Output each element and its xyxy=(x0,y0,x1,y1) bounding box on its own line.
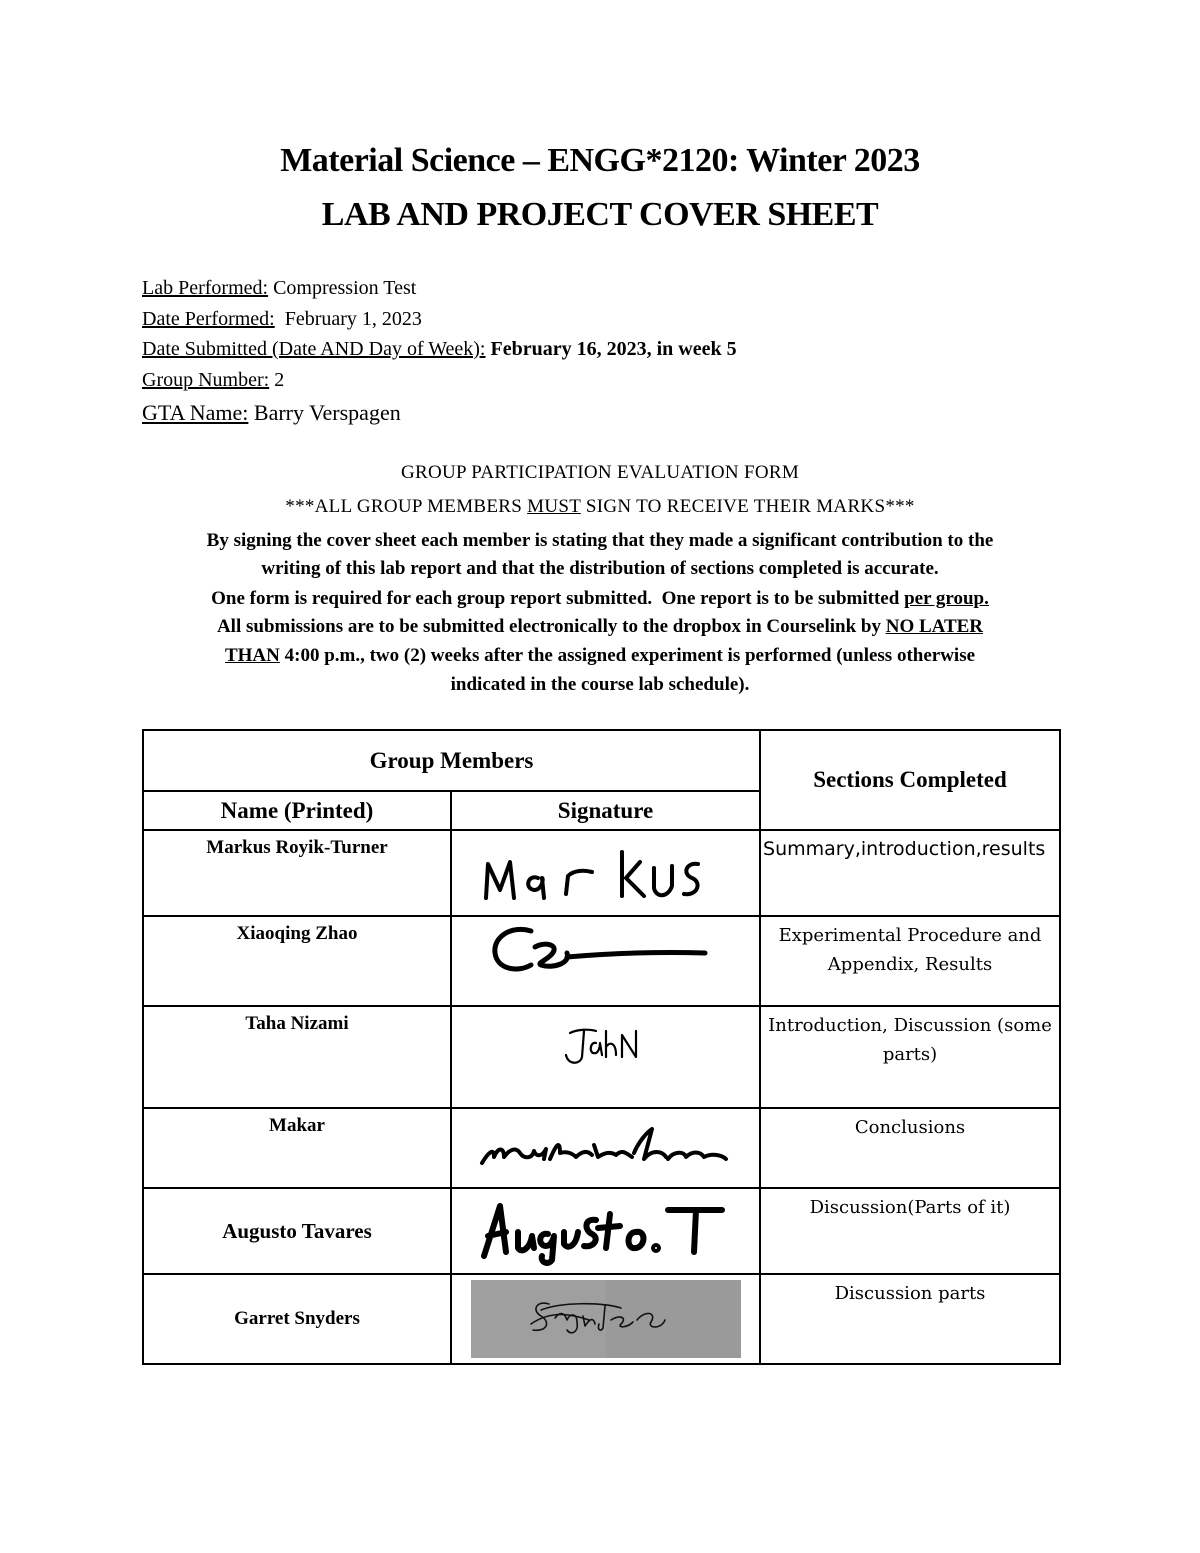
member-name: Markus Royik-Turner xyxy=(143,830,451,916)
member-name: Makar xyxy=(143,1108,451,1188)
group-number-label: Group Number: xyxy=(142,369,270,391)
warning-post: SIGN TO RECEIVE THEIR MARKS*** xyxy=(580,496,915,517)
table-row xyxy=(143,830,1060,916)
member-name: Taha Nizami xyxy=(143,1006,451,1108)
lab-performed-value: Compression Test xyxy=(268,277,417,299)
member-sections: Conclusions xyxy=(760,1108,1060,1188)
group-number-line xyxy=(142,369,284,392)
signature-header: Signature xyxy=(451,791,760,830)
date-performed-label: Date Performed: xyxy=(142,308,275,330)
warning-pre: ***ALL GROUP MEMBERS xyxy=(285,496,528,517)
table-row xyxy=(143,1108,1060,1188)
member-sections: Introduction, Discussion (some parts) xyxy=(760,1006,1060,1108)
member-signature xyxy=(451,1006,760,1108)
date-performed-value: February 1, 2023 xyxy=(274,308,422,330)
member-signature xyxy=(451,916,760,1006)
page-subtitle: LAB AND PROJECT COVER SHEET xyxy=(321,196,879,233)
member-sections: Discussion parts xyxy=(760,1274,1060,1364)
submission-line-3: indicated in the course lab schedule). xyxy=(450,674,750,695)
no-later-text: NO LATER xyxy=(885,616,984,637)
gta-name-value: Barry Verspagen xyxy=(248,400,401,425)
gta-name-line xyxy=(142,400,401,426)
sections-completed-header: Sections Completed xyxy=(760,730,1060,830)
submission-line-2 xyxy=(0,645,1200,667)
signature-image xyxy=(476,1123,736,1173)
member-signature xyxy=(451,1108,760,1188)
warning-must: MUST xyxy=(527,496,581,517)
form-title: GROUP PARTICIPATION EVALUATION FORM xyxy=(400,462,800,483)
form-required-text: One form is required for each group report submitted. One report is to be submitted xyxy=(211,588,905,609)
sign-warning xyxy=(0,496,1200,518)
signature-image xyxy=(471,1280,741,1358)
table-row xyxy=(143,916,1060,1006)
member-sections: Experimental Procedure and Appendix, Results xyxy=(760,916,1060,1006)
page-title: Material Science – ENGG*2120: Winter 2023 xyxy=(280,142,920,179)
per-group-text: per group. xyxy=(904,588,989,609)
member-signature xyxy=(451,830,760,916)
submission-text: All submissions are to be submitted electronically to the dropbox in Courselink by xyxy=(216,616,886,637)
date-performed-line xyxy=(142,308,422,331)
group-members-header: Group Members xyxy=(143,730,760,791)
member-name: Xiaoqing Zhao xyxy=(143,916,451,1006)
statement-line-1: By signing the cover sheet each member is stating that they made a significant contribution to the xyxy=(206,530,994,551)
signature-image xyxy=(491,923,721,983)
group-number-value: 2 xyxy=(269,369,285,391)
than-text: THAN xyxy=(224,645,280,666)
lab-performed-label: Lab Performed: xyxy=(142,277,269,299)
table-row xyxy=(143,1274,1060,1364)
table-row xyxy=(143,1006,1060,1108)
member-signature xyxy=(451,1188,760,1274)
name-header: Name (Printed) xyxy=(143,791,451,830)
date-submitted-line xyxy=(142,338,737,361)
submission-line-1 xyxy=(0,616,1200,638)
member-signature xyxy=(451,1274,760,1364)
member-sections: Summary,introduction,results xyxy=(760,830,1060,916)
signature-image xyxy=(476,1196,736,1266)
group-members-table xyxy=(142,729,1061,1365)
member-sections: Discussion(Parts of it) xyxy=(760,1188,1060,1274)
statement-line-2: writing of this lab report and that the distribution of sections completed is accurate. xyxy=(261,558,939,579)
signature-image xyxy=(476,838,736,908)
deadline-text: 4:00 p.m., two (2) weeks after the assigned experiment is performed (unless otherwise xyxy=(279,645,976,666)
date-submitted-value: February 16, 2023, in week 5 xyxy=(485,338,737,360)
date-submitted-label: Date Submitted (Date AND Day of Week): xyxy=(142,338,486,360)
signature-image xyxy=(556,1021,656,1071)
member-name: Augusto Tavares xyxy=(143,1188,451,1274)
table-row xyxy=(143,1188,1060,1274)
gta-name-label: GTA Name: xyxy=(142,400,249,425)
lab-performed-line xyxy=(142,277,416,300)
form-required-line xyxy=(0,588,1200,610)
member-name: Garret Snyders xyxy=(143,1274,451,1364)
